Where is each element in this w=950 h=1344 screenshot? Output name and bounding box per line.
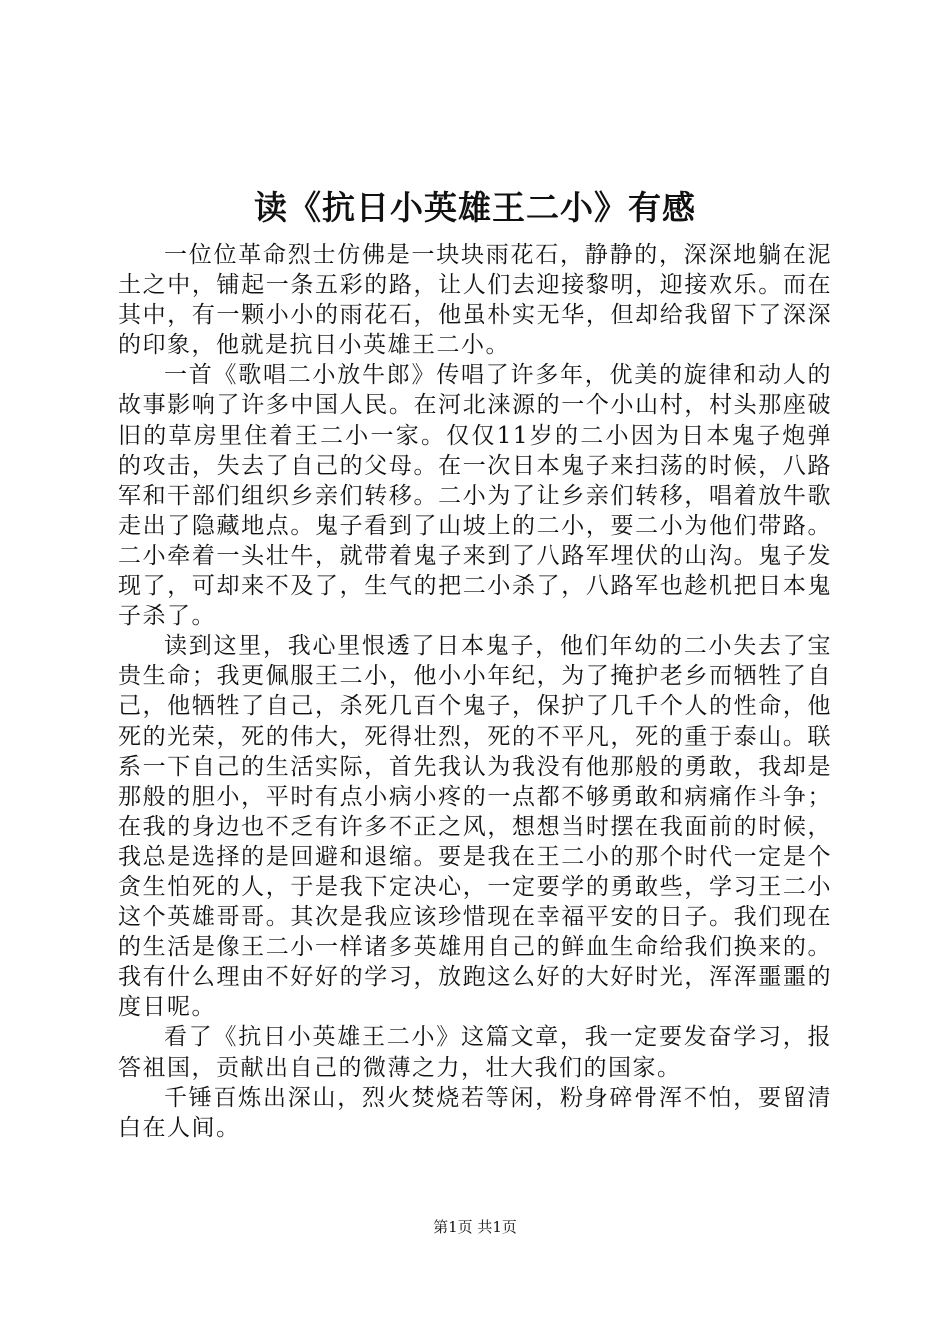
- document-body: [118, 240, 832, 1143]
- page-number-footer: 第1页 共1页: [433, 1218, 517, 1236]
- paragraph: 看了《抗日小英雄王二小》这篇文章，我一定要发奋学习，报答祖国，贡献出自己的微薄之力，壮大我们的国家。: [118, 1024, 832, 1081]
- paragraph: 一首《歌唱二小放牛郎》传唱了许多年，优美的旋律和动人的故事影响了许多中国人民。在河北涞源的一个小山村，村头那座破旧的草房里住着王二小一家。仅仅11岁的二小因为日本鬼子炮弹的攻击，失去了自己的父母。在一次日本鬼子来扫荡的时候，八路军和干部们组织乡亲们转移。二小为了让乡亲们转移，唱着放牛歌走出了隐藏地点。鬼子看到了山坡上的二小，要二小为他们带路。二小牵着一头壮牛，就带着鬼子来到了八路军埋伏的山沟。鬼子发现了，可却来不及了，生气的把二小杀了，八路军也趁机把日本鬼子杀了。: [118, 362, 832, 630]
- document-title: 读《抗日小英雄王二小》有感: [254, 188, 696, 227]
- paragraph: 读到这里，我心里恨透了日本鬼子，他们年幼的二小失去了宝贵生命；我更佩服王二小，他小小年纪，为了掩护老乡而牺牲了自己，他牺牲了自己，杀死几百个鬼子，保护了几千个人的性命，他死的光荣，死的伟大，死得壮烈，死的不平凡，死的重于泰山。联系一下自己的生活实际，首先我认为我没有他那般的勇敢，我却是那般的胆小，平时有点小病小疼的一点都不够勇敢和病痛作斗争；在我的身边也不乏有许多不正之风，想想当时摆在我面前的时候，我总是选择的是回避和退缩。要是我在王二小的那个时代一定是个贪生怕死的人，于是我下定决心，一定要学的勇敢些，学习王二小这个英雄哥哥。其次是我应该珍惜现在幸福平安的日子。我们现在的生活是像王二小一样诸多英雄用自己的鲜血生命给我们换来的。我有什么理由不好好的学习，放跑这么好的大好时光，浑浑噩噩的度日呢。: [118, 633, 832, 1021]
- paragraph: 千锤百炼出深山，烈火焚烧若等闲，粉身碎骨浑不怕，要留清白在人间。: [118, 1084, 832, 1141]
- paragraph: 一位位革命烈士仿佛是一块块雨花石，静静的，深深地躺在泥土之中，铺起一条五彩的路，让人们去迎接黎明，迎接欢乐。而在其中，有一颗小小的雨花石，他虽朴实无华，但却给我留下了深深的印象，他就是抗日小英雄王二小。: [118, 242, 832, 359]
